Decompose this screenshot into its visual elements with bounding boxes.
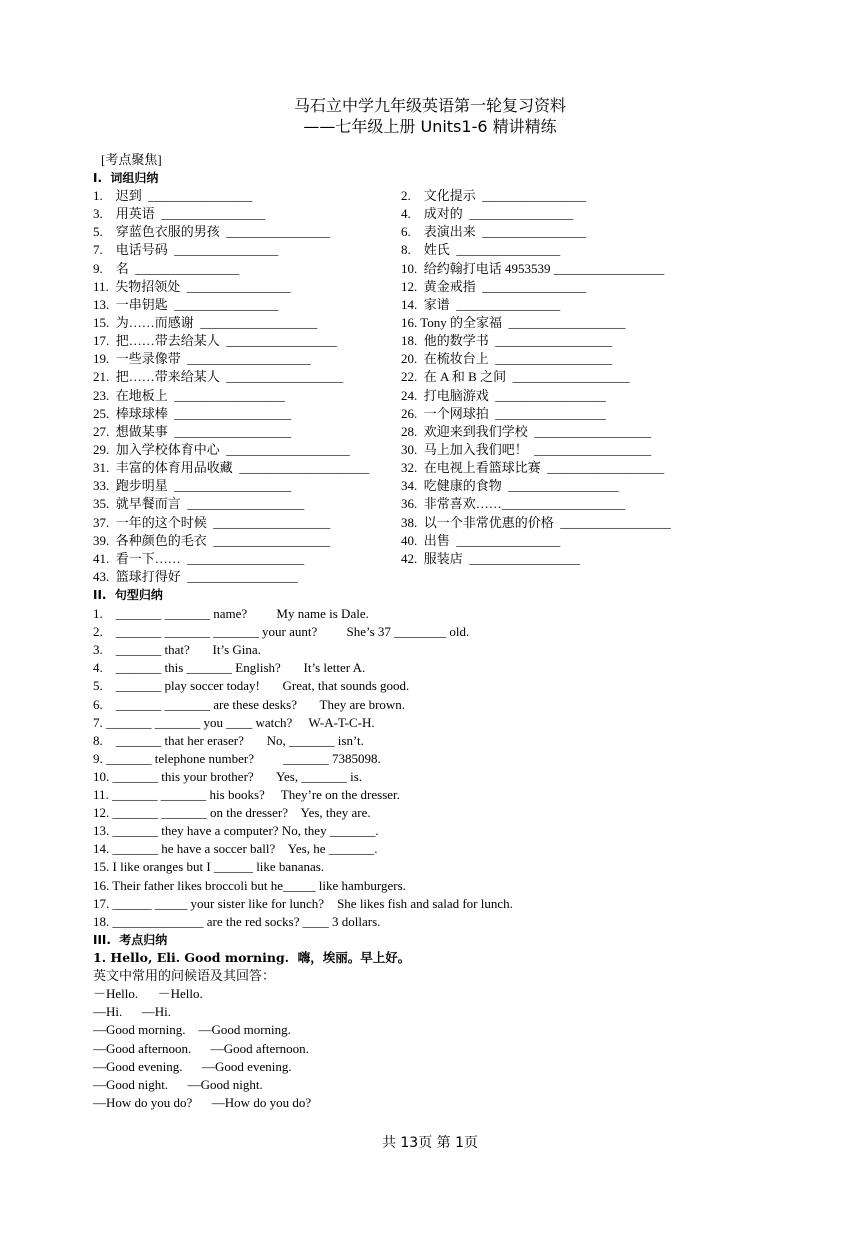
phrase-item: 43. 篮球打得好 _________________ — [93, 568, 298, 584]
phrase-item: 20. 在梳妆台上 __________________ — [401, 351, 613, 367]
greeting-item: —How do you do? —How do you do? — [93, 1095, 312, 1111]
sentence-item: 13. _______ they have a computer? No, they _______. — [93, 823, 379, 839]
phrase-item: 28. 欢迎来到我们学校 __________________ — [401, 423, 652, 439]
sentence-item: 14. _______ he have a soccer ball? Yes, he _______. — [93, 841, 378, 857]
phrase-item: 40. 出售 ________________ — [401, 532, 561, 548]
phrase-item: 24. 打电脑游戏 _________________ — [401, 387, 606, 403]
phrase-item: 33. 跑步明星 __________________ — [93, 478, 292, 494]
document-subtitle: ——七年级上册 Units1-6 精讲精练 — [303, 117, 557, 136]
phrase-item: 13. 一串钥匙 ________________ — [93, 296, 279, 312]
sentence-item: 17. ______ _____ your sister like for lunch? She likes fish and salad for lunch. — [93, 895, 513, 911]
sentence-item: 10. _______ this your brother? Yes, _______ is. — [93, 768, 363, 784]
phrase-item: 19. 一些录像带 ___________________ — [93, 351, 311, 367]
phrase-item: 41. 看一下…… __________________ — [93, 550, 305, 566]
phrase-item: 14. 家谱 ________________ — [401, 296, 561, 312]
phrase-item: 1. 迟到 ________________ — [93, 188, 253, 203]
phrase-item: 30. 马上加入我们吧！ __________________ — [401, 441, 652, 457]
sentence-item: 11. _______ _______ his books? They’re on the dresser. — [93, 787, 400, 802]
sentence-item: 4. _______ this _______ English? It’s letter A. — [93, 660, 366, 676]
phrase-item: 17. 把……带去给某人 _________________ — [93, 333, 337, 349]
phrase-item: 35. 就早餐而言 __________________ — [93, 496, 305, 512]
sentence-item: 7. _______ _______ you ____ watch? W-A-T-C-H. — [93, 714, 375, 730]
sentence-item: 18. ______________ are the red socks? ____ 3 dollars. — [93, 913, 381, 929]
page-footer: 共 13页 第 1页 — [381, 1135, 479, 1151]
greeting-item: —Good night. —Good night. — [93, 1077, 263, 1092]
phrase-item: 39. 各种颜色的毛衣 __________________ — [93, 532, 331, 548]
sentence-item: 9. _______ telephone number? _______ 7385098. — [93, 750, 381, 766]
phrase-item: 12. 黄金戒指 ________________ — [401, 278, 587, 294]
section-phrases-title: I. 词组归纳 — [93, 171, 159, 185]
sentence-item: 1. _______ _______ name? My name is Dale. — [93, 606, 369, 621]
phrase-item: 36. 非常喜欢……___________________ — [401, 496, 626, 512]
phrase-item: 6. 表演出来 ________________ — [401, 224, 587, 240]
greeting-item: —Good evening. —Good evening. — [93, 1058, 292, 1074]
phrase-item: 37. 一年的这个时候 __________________ — [93, 514, 331, 530]
phrase-item: 8. 姓氏 ________________ — [401, 242, 561, 258]
phrase-item: 27. 想做某事 __________________ — [93, 423, 292, 439]
sentence-item: 2. _______ _______ _______ your aunt? She’s 37 ________ old. — [93, 624, 470, 640]
sentence-item: 15. I like oranges but I ______ like bananas. — [93, 859, 325, 875]
phrase-item: 23. 在地板上 _________________ — [93, 387, 285, 403]
phrase-item: 25. 棒球球棒 __________________ — [93, 405, 292, 421]
section-points-title: III. 考点归纳 — [93, 933, 168, 947]
focus-label: [考点聚焦] — [101, 152, 162, 167]
phrase-item: 31. 丰富的体育用品收藏 ____________________ — [93, 460, 370, 476]
phrase-item: 22. 在 A 和 B 之间 __________________ — [401, 369, 630, 385]
phrase-item: 4. 成对的 ________________ — [401, 206, 574, 222]
sentence-item: 3. _______ that? It’s Gina. — [93, 642, 261, 658]
phrase-item: 5. 穿蓝色衣服的男孩 ________________ — [93, 224, 331, 240]
sentence-item: 16. Their father likes broccoli but he_____ like hamburgers. — [93, 877, 406, 893]
document-title: 马石立中学九年级英语第一轮复习资料 — [293, 96, 566, 115]
phrase-item: 9. 名 ________________ — [93, 260, 240, 276]
greeting-item: —Good morning. —Good morning. — [93, 1022, 291, 1038]
phrase-item: 3. 用英语 ________________ — [93, 206, 266, 222]
phrase-item: 42. 服装店 _________________ — [401, 550, 580, 566]
phrase-item: 32. 在电视上看篮球比赛 __________________ — [401, 460, 665, 476]
sentence-item: 12. _______ _______ on the dresser? Yes, they are. — [93, 805, 371, 821]
phrase-item: 2. 文化提示 ________________ — [401, 188, 587, 203]
point1-intro: 英文中常用的问候语及其回答： — [93, 968, 276, 983]
phrase-item: 34. 吃健康的食物 _________________ — [401, 478, 619, 494]
point1-title: 1. Hello, Eli. Good morning. 嗨，埃丽。早上好。 — [93, 950, 411, 965]
phrase-item: 16. Tony 的全家福 __________________ — [401, 314, 626, 330]
phrase-item: 7. 电话号码 ________________ — [93, 242, 279, 258]
phrase-item: 11. 失物招领处 ________________ — [93, 278, 291, 294]
greeting-item: －Hello. －Hello. — [93, 986, 203, 1001]
greeting-item: —Hi. —Hi. — [93, 1004, 171, 1020]
section-sentences-title: II. 句型归纳 — [93, 588, 163, 602]
phrase-item: 38. 以一个非常优惠的价格 _________________ — [401, 514, 671, 530]
phrase-item: 21. 把……带来给某人 __________________ — [93, 369, 344, 385]
phrase-item: 10. 给约翰打电话 4953539 _________________ — [401, 260, 665, 276]
greeting-item: —Good afternoon. —Good afternoon. — [93, 1040, 309, 1056]
phrase-item: 29. 加入学校体育中心 ___________________ — [93, 441, 350, 457]
phrase-item: 15. 为……而感谢 __________________ — [93, 314, 318, 330]
sentence-item: 8. _______ that her eraser? No, _______ isn’t. — [93, 732, 364, 748]
sentence-item: 6. _______ _______ are these desks? They are brown. — [93, 696, 406, 712]
phrase-item: 26. 一个网球拍 _________________ — [401, 405, 606, 421]
sentence-item: 5. _______ play soccer today! Great, that sounds good. — [93, 678, 410, 694]
phrase-item: 18. 他的数学书 __________________ — [401, 333, 613, 349]
